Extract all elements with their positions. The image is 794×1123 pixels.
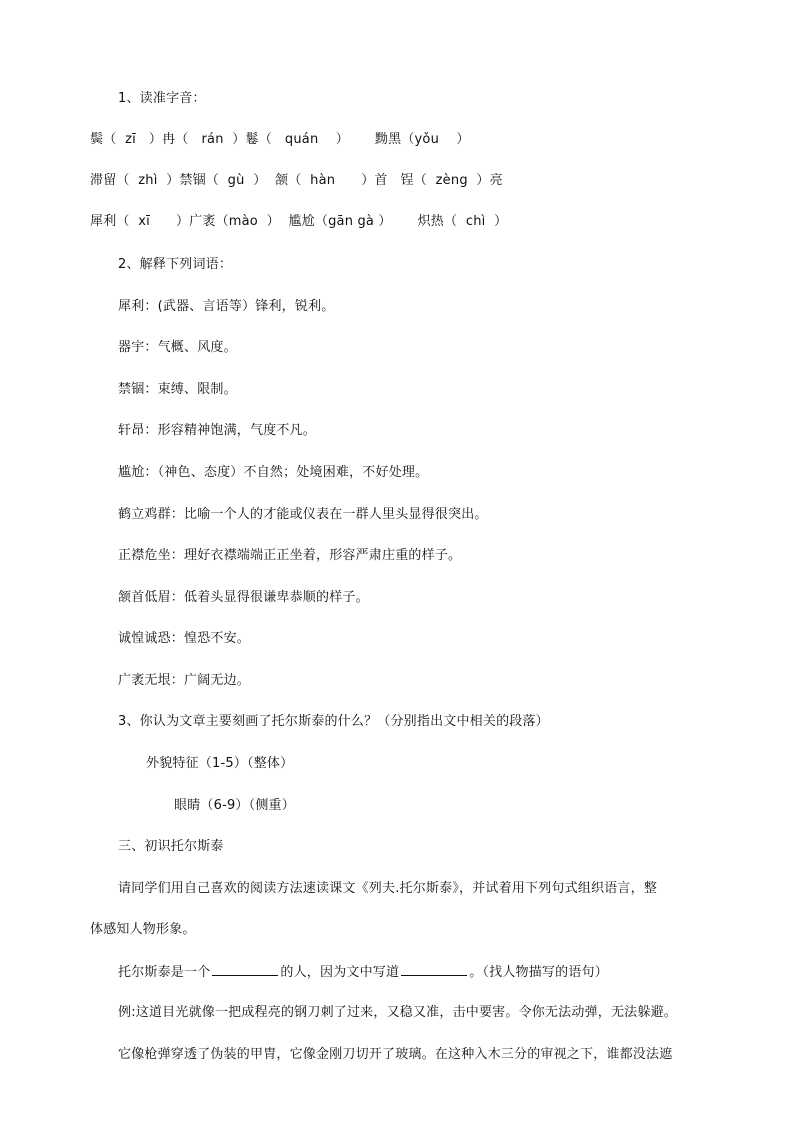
heading-definitions: 2、解释下列词语：: [118, 257, 233, 272]
paragraph-line: 体感知人物形象。: [90, 922, 196, 937]
pattern-end: 。（找人物描写的语句）: [469, 965, 608, 980]
pattern-start: 托尔斯泰是一个: [118, 965, 211, 980]
definition-item: 犀利：(武器、言语等）锋利，锐利。: [118, 299, 335, 314]
section-heading: 三、初识托尔斯泰: [118, 839, 224, 854]
example-line: 例:这道目光就像一把成程亮的钢刀刺了过来，又稳又准，击中要害。令你无法动弹，无法躲避。: [118, 1005, 677, 1020]
definition-item: 器宇：气概、风度。: [118, 340, 237, 355]
pinyin-row-1: 鬓（ zī ）冉（ rán ）鬈（ quán ） 黝黑（yǒu ）: [90, 132, 470, 147]
pattern-middle: 的人，因为文中写道: [280, 965, 400, 980]
example-line: 它像枪弹穿透了伪装的甲胄，它像金刚刀切开了玻璃。在这种入木三分的审视之下，谁都没法遮: [118, 1047, 673, 1062]
definition-item: 正襟危坐：理好衣襟端端正正坐着，形容严肃庄重的样子。: [118, 548, 462, 563]
pinyin-row-2: 滞留（ zhì ）禁锢（ gù ） 颔（ hàn ）首 锃（ zèng ）亮: [90, 173, 503, 188]
pinyin-row-3: 犀利（ xī ）广袤（mào ） 尴尬（gān gà ） 炽热（ chì ）: [90, 214, 508, 229]
definition-item: 广袤无垠：广阔无边。: [118, 673, 251, 688]
definition-item: 禁锢：束缚、限制。: [118, 382, 237, 397]
definition-item: 颔首低眉：低着头显得很谦卑恭顺的样子。: [118, 590, 369, 605]
fill-blank[interactable]: [212, 963, 278, 976]
sentence-pattern: [118, 963, 608, 982]
definition-item: 尴尬：（神色、态度）不自然；处境困难，不好处理。: [118, 465, 429, 480]
definition-item: 轩昂：形容精神饱满，气度不凡。: [118, 423, 317, 438]
fill-blank[interactable]: [401, 963, 467, 976]
definition-item: 鹤立鸡群：比喻一个人的才能或仪表在一群人里头显得很突出。: [118, 507, 488, 522]
heading-pronunciation: 1、读准字音：: [118, 91, 206, 106]
question-3: 3、你认为文章主要刻画了托尔斯泰的什么？（分别指出文中相关的段落）: [118, 714, 549, 729]
answer-eyes: 眼睛（6-9）（侧重）: [174, 798, 295, 813]
definition-item: 诚惶诚恐：惶恐不安。: [118, 631, 251, 646]
answer-appearance: 外貌特征（1-5）（整体）: [146, 756, 294, 771]
paragraph-line: 请同学们用自己喜欢的阅读方法速读课文《列夫.托尔斯泰》，并试着用下列句式组织语言，整: [118, 881, 658, 896]
